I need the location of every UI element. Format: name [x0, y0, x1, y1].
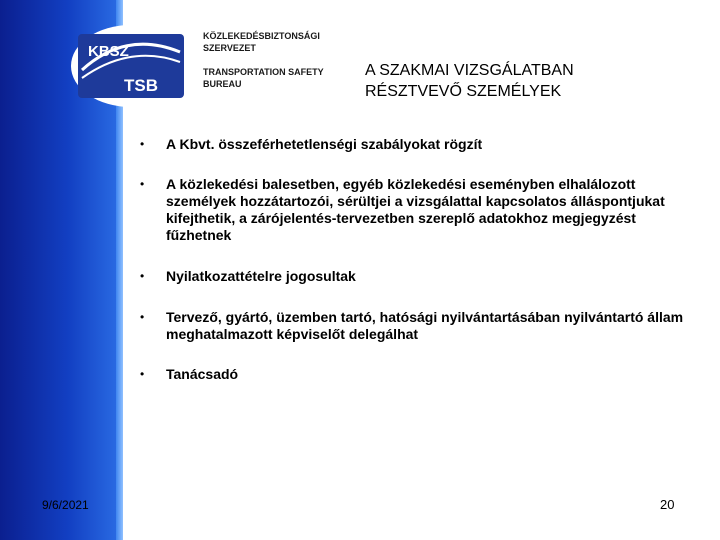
- slide-title-line2: RÉSZTVEVŐ SZEMÉLYEK: [365, 83, 562, 100]
- logo-badge-icon: [68, 22, 194, 110]
- bullet-text: Tanácsadó: [166, 366, 239, 382]
- bullet-text: Nyilatkozattételre jogosultak: [166, 268, 356, 284]
- bullet-item: [140, 309, 700, 343]
- slide-title: [365, 60, 705, 102]
- logo-acronym-bottom: TSB: [124, 76, 158, 95]
- logo-acronym-top: KBSZ: [88, 43, 129, 60]
- logo-org-hu-line2: SZERVEZET: [203, 43, 256, 53]
- page-number: 20: [660, 497, 675, 512]
- logo-org-names: [203, 30, 353, 90]
- bullet-dot: •: [140, 137, 145, 151]
- bullet-item: [140, 366, 700, 383]
- logo-org-en-line2: BUREAU: [203, 79, 242, 89]
- logo-org-hu-line1: KÖZLEKEDÉSBIZTONSÁGI: [203, 31, 320, 41]
- bullet-dot: •: [140, 310, 145, 324]
- bullet-item: [140, 136, 700, 153]
- bullet-item: [140, 268, 700, 285]
- bullet-text: A közlekedési balesetben, egyéb közlekedési eseményben elhalálozott személyek hozzátartozói, sérültjei a vizsgálattal kapcsolatos álláspontjukat kifejthetik, a zárójelentés-tervezetben szereplő adatokhoz megjegyzést fűzhetnek: [166, 176, 665, 243]
- footer-date: 9/6/2021: [42, 498, 89, 512]
- bullet-text: A Kbvt. összeférhetetlenségi szabályokat rögzít: [166, 136, 483, 152]
- bullet-item: [140, 176, 700, 244]
- bullet-dot: •: [140, 177, 145, 191]
- bullet-dot: •: [140, 367, 145, 381]
- bullet-text: Tervező, gyártó, üzemben tartó, hatósági nyilvántartásában nyilvántartó állam meghatalmazott képviselőt delegálhat: [166, 309, 684, 342]
- slide-title-line1: A SZAKMAI VIZSGÁLATBAN: [365, 62, 574, 79]
- logo-org-en-line1: TRANSPORTATION SAFETY: [203, 67, 324, 77]
- bullet-dot: •: [140, 269, 145, 283]
- bullet-list: [140, 136, 700, 383]
- kbsz-tsb-logo: [68, 22, 353, 110]
